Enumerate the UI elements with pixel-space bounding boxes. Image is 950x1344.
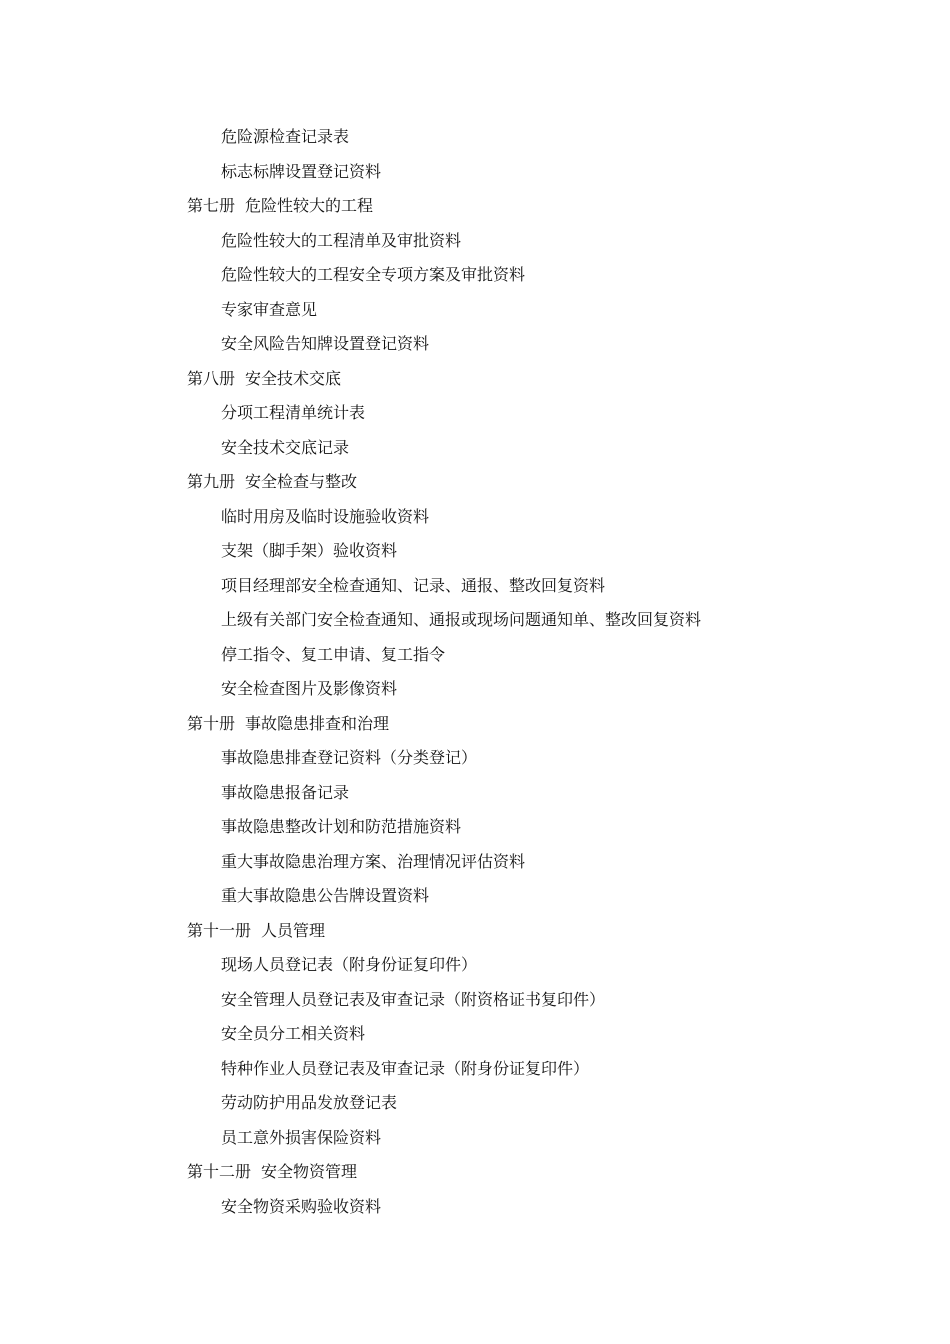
section-title: 安全物资管理 (261, 1162, 358, 1181)
list-item-text: 安全物资采购验收资料 (221, 1196, 382, 1216)
list-item (0, 603, 950, 638)
section-heading (0, 189, 950, 224)
list-item (0, 569, 950, 604)
list-item (0, 948, 950, 983)
list-item-text: 现场人员登记表（附身份证复印件） (221, 955, 478, 974)
list-item (0, 534, 950, 569)
list-item (0, 776, 950, 811)
list-item (0, 1017, 950, 1052)
list-item (0, 741, 950, 776)
list-item-text: 项目经理部安全检查通知、记录、通报、整改回复资料 (221, 575, 606, 595)
list-item-text: 标志标牌设置登记资料 (221, 161, 382, 181)
list-item (0, 155, 950, 190)
list-item (0, 258, 950, 293)
list-item (0, 120, 950, 155)
list-item (0, 1121, 950, 1156)
list-item-text: 安全技术交底记录 (221, 437, 350, 457)
list-item-text: 支架（脚手架）验收资料 (221, 541, 398, 560)
section-label: 第九册 (187, 472, 236, 491)
section-label: 第十册 (187, 713, 236, 733)
section-heading (0, 465, 950, 500)
section-heading (0, 1155, 950, 1190)
list-item (0, 500, 950, 535)
section-heading (0, 362, 950, 397)
list-item (0, 1052, 950, 1087)
list-item-text: 专家审查意见 (221, 299, 318, 319)
list-item-text: 事故隐患排查登记资料（分类登记） (221, 748, 478, 767)
list-item-text: 危险性较大的工程安全专项方案及审批资料 (221, 265, 526, 284)
section-heading (0, 707, 950, 742)
list-item (0, 224, 950, 259)
list-item (0, 293, 950, 328)
table-of-contents (0, 120, 950, 1224)
list-item-text: 事故隐患整改计划和防范措施资料 (221, 817, 462, 836)
list-item-text: 特种作业人员登记表及审查记录（附身份证复印件） (221, 1058, 590, 1078)
list-item-text: 分项工程清单统计表 (221, 403, 366, 422)
list-item (0, 638, 950, 673)
list-item-text: 停工指令、复工申请、复工指令 (221, 644, 446, 664)
list-item-text: 重大事故隐患公告牌设置资料 (221, 886, 430, 905)
list-item (0, 672, 950, 707)
list-item (0, 396, 950, 431)
section-title: 事故隐患排查和治理 (245, 713, 390, 733)
list-item (0, 845, 950, 880)
section-title: 人员管理 (261, 920, 326, 940)
list-item (0, 879, 950, 914)
list-item-text: 安全管理人员登记表及审查记录（附资格证书复印件） (221, 989, 606, 1009)
list-item-text: 员工意外损害保险资料 (221, 1127, 382, 1147)
section-label: 第八册 (187, 368, 236, 388)
list-item-text: 临时用房及临时设施验收资料 (221, 506, 430, 526)
list-item-text: 危险性较大的工程清单及审批资料 (221, 230, 462, 250)
list-item-text: 安全员分工相关资料 (221, 1024, 366, 1043)
list-item-text: 安全检查图片及影像资料 (221, 679, 398, 698)
list-item-text: 危险源检查记录表 (221, 127, 350, 146)
section-title: 安全技术交底 (245, 368, 342, 388)
section-title: 危险性较大的工程 (245, 196, 374, 215)
list-item-text: 劳动防护用品发放登记表 (221, 1093, 398, 1112)
list-item (0, 431, 950, 466)
section-label: 第十二册 (187, 1162, 252, 1181)
list-item (0, 810, 950, 845)
section-label: 第七册 (187, 196, 236, 215)
section-title: 安全检查与整改 (245, 472, 358, 491)
list-item-text: 事故隐患报备记录 (221, 782, 350, 802)
list-item-text: 上级有关部门安全检查通知、通报或现场问题通知单、整改回复资料 (221, 610, 702, 629)
list-item-text: 安全风险告知牌设置登记资料 (221, 334, 430, 353)
list-item (0, 1086, 950, 1121)
list-item (0, 327, 950, 362)
list-item (0, 983, 950, 1018)
list-item (0, 1190, 950, 1225)
list-item-text: 重大事故隐患治理方案、治理情况评估资料 (221, 851, 526, 871)
section-label: 第十一册 (187, 920, 252, 940)
section-heading (0, 914, 950, 949)
